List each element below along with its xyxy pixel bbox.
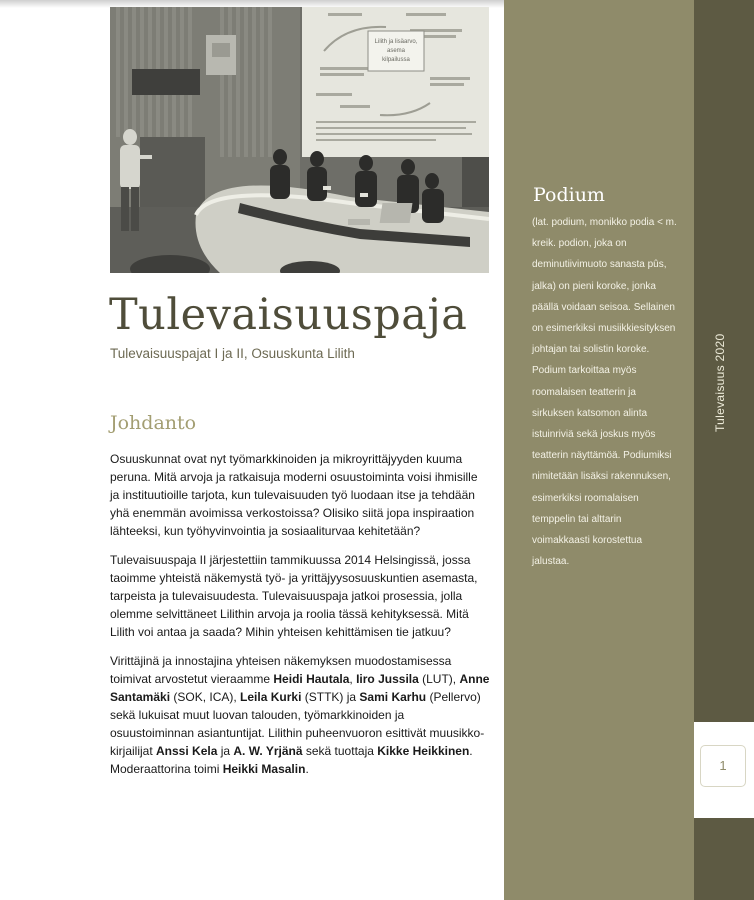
page-number: 1 — [719, 758, 727, 773]
guest-name: Anne Santamäki — [110, 672, 490, 704]
guest-name: Leila Kurki — [240, 690, 302, 704]
p3-text: (STTK) ja — [301, 690, 360, 704]
p3-text: Virittäjinä ja innostajina yhteisen näkemyksen muodostamisessa toimivat arvostetut vieraamme — [110, 654, 452, 686]
p3-text: . Moderaattorina toimi — [110, 744, 473, 776]
intro-paragraph-1: Osuuskunnat ovat nyt työmarkkinoiden ja mikroyrittäjyyden kuuma peruna. Mitä arvoja ja ratkaisuja moderni osuustoiminta voisi ihmisille ja instituutioille tarjota, kun tulevaisuuden työ luodaan itse ja tehdään yhä enemmän avoimissa verkostoissa? Olisiko siitä jopa inspiraation lähteeksi, kun työhyvinvointia ja sosiaaliturvaa kehitetään? — [110, 452, 478, 538]
p3-text: (LUT), — [418, 672, 460, 686]
intro-body — [110, 450, 490, 789]
intro-heading: Johdanto — [110, 412, 197, 434]
event-photo — [110, 7, 489, 273]
p3-text: sekä tuottaja — [302, 744, 378, 758]
right-strip-bottom — [694, 818, 754, 900]
slide-text-line-3: kilpailussa — [382, 57, 410, 63]
guest-name: Heikki Masalin — [222, 762, 306, 776]
p3-text: (Pellervo) sekä lukuisat muut luovan talouden, työmarkkinoiden ja osuustoiminnan asiantuntijat. Lilithin puheenvuoron esittivät muusikko-kirjailijat — [110, 690, 485, 758]
document-title: Tulevaisuuspaja — [109, 290, 468, 340]
intro-paragraph-2: Tulevaisuuspaja II järjestettiin tammikuussa 2014 Helsingissä, jossa taoimme yhteistä näkemystä työ- ja yrittäjyysosuuskuntien asemasta, tarpeista ja tulevaisuudesta. Tulevaisuuspaja jatkoi prosessia, jolla olemme selvittäneet Lilithin arvoja ja roolia tässä kehityksessä. Mitä Lilith voi antaa ja saada? Mihin yhteisen kehittämisen tie jatkuu? — [110, 553, 478, 639]
guest-name: Heidi Hautala — [273, 672, 350, 686]
p3-text: . — [305, 762, 309, 776]
p3-text: (SOK, ICA), — [170, 690, 241, 704]
guest-name: Kikke Heikkinen — [377, 744, 470, 758]
p3-text: ja — [217, 744, 234, 758]
document-subtitle: Tulevaisuuspajat I ja II, Osuuskunta Lilith — [110, 346, 355, 361]
slide-text-line-2: asema — [386, 48, 406, 54]
slide-text-line-1: Lilith ja lisäarvo, — [374, 39, 418, 45]
sidebar-heading: Podium — [533, 184, 605, 206]
guest-name: Anssi Kela — [156, 744, 218, 758]
guest-name: A. W. Yrjänä — [233, 744, 303, 758]
guest-name: Iiro Jussila — [356, 672, 419, 686]
p3-text: , — [349, 672, 357, 686]
intro-paragraph-3 — [110, 652, 490, 778]
guest-name: Sami Karhu — [359, 690, 427, 704]
vertical-series-label: Tulevaisuus 2020 — [713, 333, 727, 432]
sidebar-definition: (lat. podium, monikko podia < m. kreik. podion, joka on deminutiivimuoto sanasta pûs, jalka) on pieni koroke, jonka päällä voidaan seisoa. Sellainen on esimerkiksi musiikkiesityksen johtajan tai solistin koroke. Podium tarkoittaa myös roomalaisen teatterin ja sirkuksen katsomon alinta istuinriviä sekä joskus myös teatterin näyttämöä. Podiumiksi nimitetään lisäksi rakennuksen, esimerkiksi roomalaisen temppelin tai alttarin voimakkaasti korostettua jalustaa. — [532, 217, 677, 568]
